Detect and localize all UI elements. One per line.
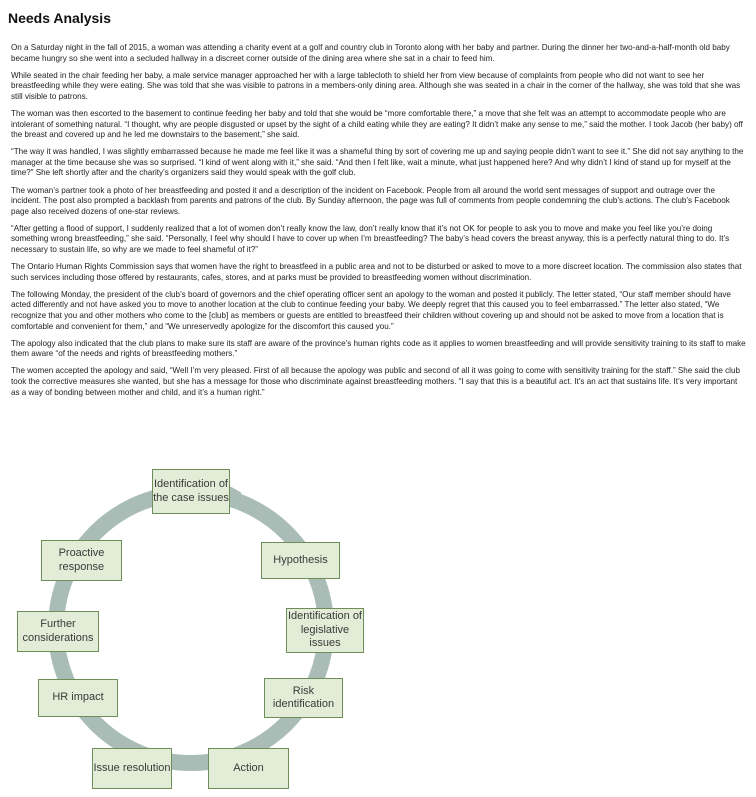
process-cycle-diagram xyxy=(0,460,400,797)
article-paragraph: “After getting a flood of support, I suddenly realized that a lot of women don’t really know the law, don’t really know that it’s not OK for people to ask you to move and make you feel like you’re doing something wrong breastfeeding,” she said. “Personally, I feel why should I have to cover up when I’m breastfeeding? The baby’s head covers the breast anyway, this is a perfectly natural thing to do. It’s necessary to sustain life, so why are we made to feel shameful of it?” xyxy=(11,223,730,254)
article-body xyxy=(11,43,747,405)
node-risk-identification: Risk identification xyxy=(264,678,343,718)
node-further-considerations: Further considerations xyxy=(17,611,99,652)
article-paragraph: While seated in the chair feeding her baby, a male service manager approached her with a large tablecloth to shield her from view because of complaints from people who did not want to see her breastfeeding while they were eating. She was told that she was visible to patrons in a members-only dining area. Although she was seated in a chair in the corner of the hallway, she was told that she was still visible to patrons. xyxy=(11,70,741,101)
node-identification-of-legislative-issues: Identification of legislative issues xyxy=(286,608,364,653)
article-paragraph: The apology also indicated that the club plans to make sure its staff are aware of the province’s human rights code as it applies to women breastfeeding and will provide sensitivity training to its staff to make them aware “of the needs and rights of breastfeeding mothers.” xyxy=(11,338,746,359)
node-action: Action xyxy=(208,748,289,789)
node-issue-resolution: Issue resolution xyxy=(92,748,172,789)
node-identification-of-case-issues: Identification of the case issues xyxy=(152,469,230,514)
article-paragraph: The following Monday, the president of the club’s board of governors and the chief operating officer sent an apology to the woman and posted it publicly. The letter stated, “Our staff member should have acted differently and not have asked you to move to another location at the club to continue feeding your baby. We deeply regret that this caused you to feel embarrassed.” The letter also stated, “We recognize that you and other mothers who come to the [club] as members or guests are entitled to breastfeed their children without covering up and should not be asked to move from a location that is comfortable and convenient for them,” and “We unreservedly apologize for the discomfort this caused you.” xyxy=(11,289,731,331)
node-hr-impact: HR impact xyxy=(38,679,118,717)
article-paragraph: The women accepted the apology and said, “Well I’m very pleased. First of all because the apology was public and second of all it was going to come with sensitivity training for the staff.” She said the club took the corrective measures she wanted, but she has a message for those who discriminate against breastfeeding mothers. “I say that this is a beautiful act. It’s an act that sustains life. It’s very important as a way of bonding between mother and child, and it’s a human right.” xyxy=(11,366,740,397)
article-paragraph: The Ontario Human Rights Commission says that women have the right to breastfeed in a public area and not to be disturbed or asked to move to a more discreet location. The commission also states that such services including those offered by restaurants, cafes, stores, and at parks must be provided to breastfeeding women without discrimination. xyxy=(11,262,742,282)
node-hypothesis: Hypothesis xyxy=(261,542,340,579)
article-paragraph: “The way it was handled, I was slightly embarrassed because he made me feel like it was a shameful thing by sort of covering me up and saying people didn’t want to see it.” She did not say anything to the manager at the time because she was so surprised. “I kind of went along with it,” she said. “And then I felt like, wait a minute, what just happened here? And why didn’t I kind of stand up for myself at the time?” She left shortly after and the charity’s organizers said they would speak with the golf club. xyxy=(11,147,744,178)
node-proactive-response: Proactive response xyxy=(41,540,122,581)
article-paragraph: The woman’s partner took a photo of her breastfeeding and posted it and a description of the incident on Facebook. People from all around the world sent messages of support and outrage over the incident. The post also prompted a backlash from parents and patrons of the club. By Sunday afternoon, the page was full of comments from people condemning the club’s actions. The club’s Facebook page also received dozens of one-star reviews. xyxy=(11,185,730,216)
article-paragraph: On a Saturday night in the fall of 2015, a woman was attending a charity event at a golf and country club in Toronto along with her baby and partner. During the dinner her two-and-a-half-month old baby became hungry so she went into a secluded hallway in a discreet corner outside of the dining area where she sat in a chair to feed him. xyxy=(11,43,730,63)
article-paragraph: The woman was then escorted to the basement to continue feeding her baby and told that she would be “more comfortable there,” a move that she felt was an attempt to accommodate people who are intolerant of something natural. “I thought, why are people disgusted or upset by the sight of a child eating while they are eating? It didn’t make any sense to me,” said the mother. I took Jacob (her baby) off the breast and covered up and he led me downstairs to the basement,” she said. xyxy=(11,108,743,140)
page-title: Needs Analysis xyxy=(8,10,111,26)
